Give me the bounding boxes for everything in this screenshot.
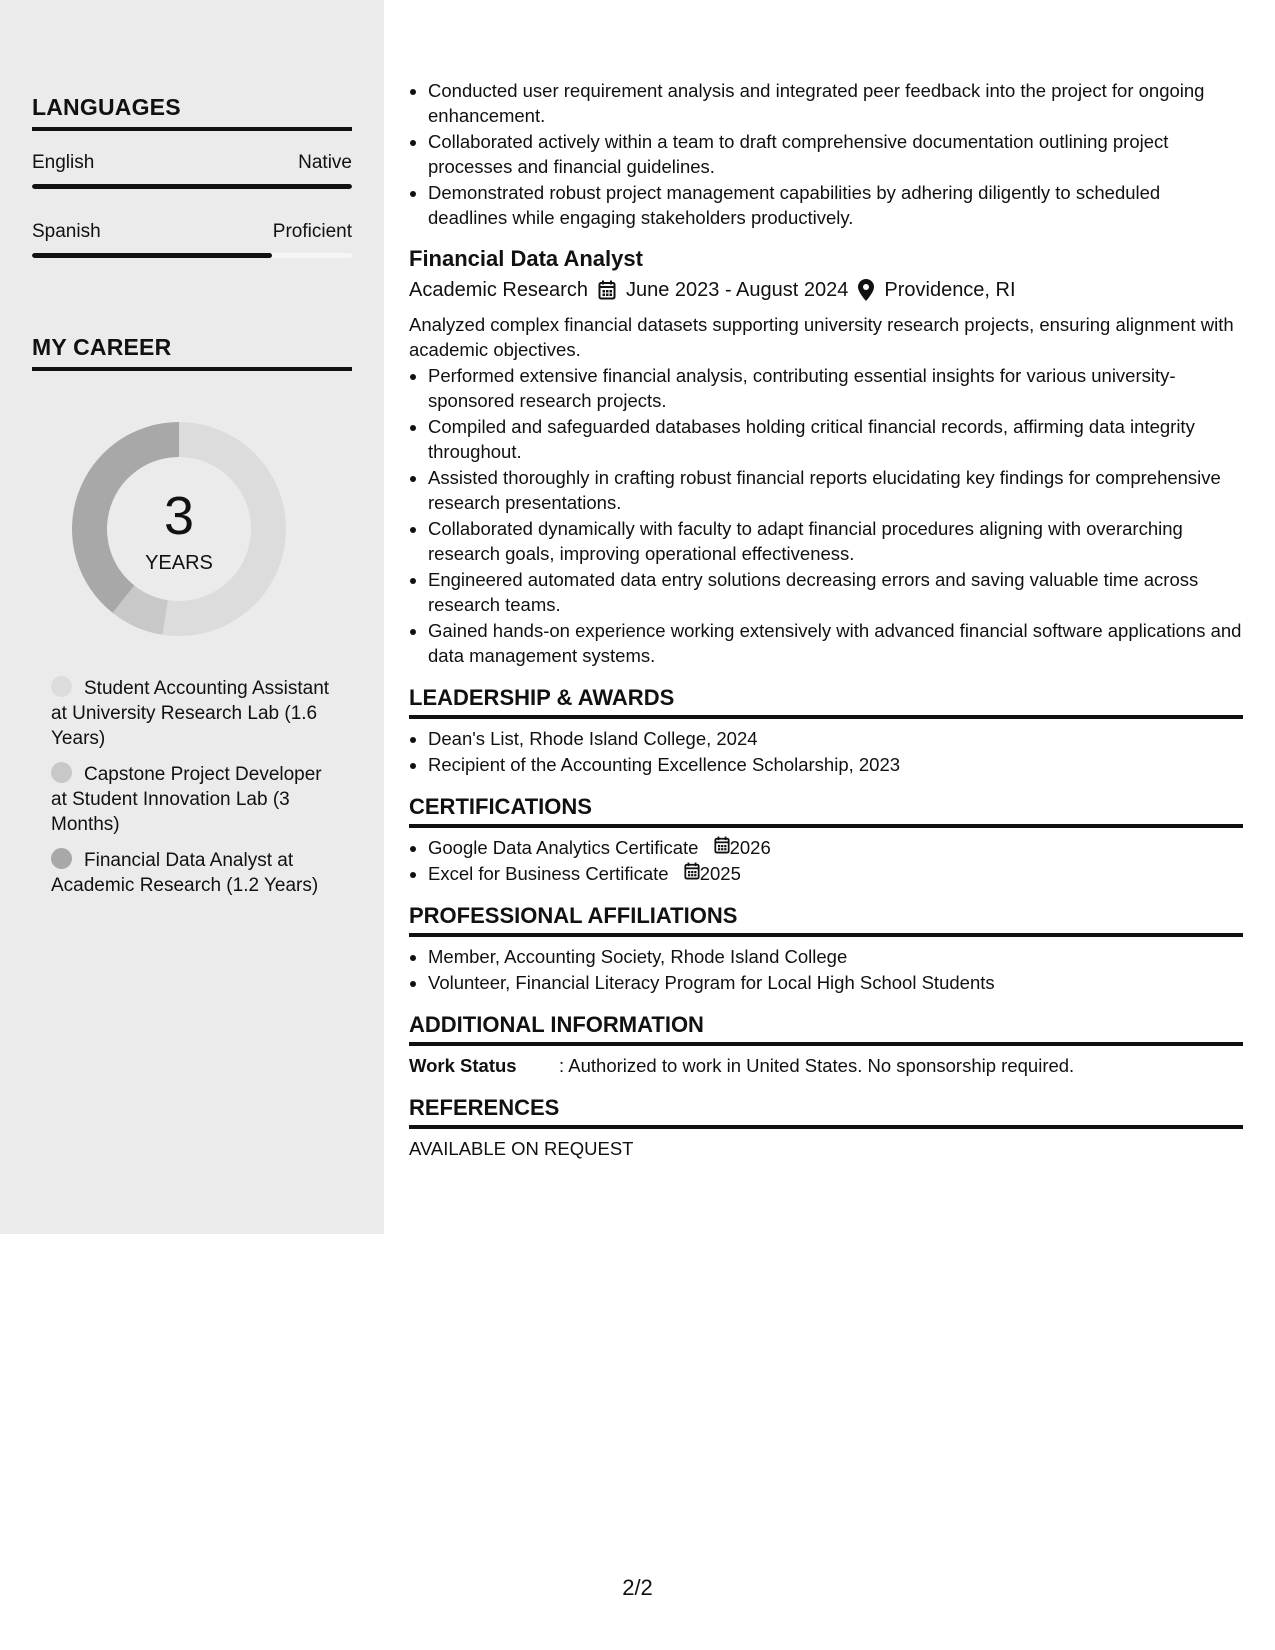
job-location: Providence, RI	[884, 279, 1016, 301]
languages-title: LANGUAGES	[32, 94, 352, 131]
language-row-spanish	[32, 221, 352, 243]
language-name: Spanish	[32, 221, 101, 242]
calendar-icon	[598, 280, 616, 300]
work-status-label: Work Status	[409, 1055, 517, 1076]
career-total-value: 3	[163, 486, 195, 546]
language-bar-fill	[32, 184, 352, 189]
bullet-item: • Collaborated dynamically with faculty to adapt financial procedures aligning with overarching research goals, improving operational effectiveness.	[428, 516, 1243, 566]
map-pin-icon	[858, 279, 874, 301]
bullet-item: • Compiled and safeguarded databases holding critical financial records, affirming data integrity throughout.	[428, 414, 1243, 464]
legend-item	[51, 676, 331, 751]
legend-label: Capstone Project Developer at Student Innovation Lab (3 Months)	[51, 764, 322, 835]
certifications-list	[409, 835, 1243, 886]
job-summary: Analyzed complex financial datasets supporting university research projects, ensuring alignment with academic objectives.	[409, 314, 1234, 360]
certification-name: Google Data Analytics Certificate	[428, 837, 699, 858]
legend-dot	[51, 676, 72, 697]
career-donut-chart	[64, 414, 294, 644]
affiliations-title: PROFESSIONAL AFFILIATIONS	[409, 902, 1243, 937]
language-name: English	[32, 152, 95, 173]
leadership-list	[409, 726, 1243, 777]
additional-info-title: ADDITIONAL INFORMATION	[409, 1011, 1243, 1046]
career-title: MY CAREER	[32, 334, 352, 371]
affiliation-item: • Volunteer, Financial Literacy Program for Local High School Students	[428, 970, 1243, 995]
bullet-item: • Conducted user requirement analysis and integrated peer feedback into the project for ongoing enhancement.	[428, 78, 1243, 128]
page-number: 2/2	[622, 1575, 653, 1600]
legend-item	[51, 762, 331, 837]
certification-item	[428, 861, 1243, 886]
job-title: Financial Data Analyst	[409, 246, 643, 271]
language-bar-fill	[32, 253, 272, 258]
language-bar-english	[32, 184, 352, 189]
job-company: Academic Research	[409, 279, 588, 301]
donut-segment-3	[72, 422, 179, 613]
language-level: Proficient	[272, 221, 352, 242]
language-row-english	[32, 152, 352, 174]
job-bullets	[409, 363, 1243, 668]
career-total-unit: YEARS	[145, 552, 213, 574]
main-content	[409, 78, 1243, 1161]
bullet-item: • Gained hands-on experience working extensively with advanced financial software applications and data management systems.	[428, 618, 1243, 668]
award-item: • Dean's List, Rhode Island College, 2024	[428, 726, 1243, 751]
award-item: • Recipient of the Accounting Excellence Scholarship, 2023	[428, 752, 1243, 777]
career-legend	[51, 676, 331, 909]
certification-year: 2025	[699, 863, 741, 884]
calendar-icon	[684, 862, 700, 880]
leadership-title: LEADERSHIP & AWARDS	[409, 684, 1243, 719]
work-status-row	[409, 1053, 1243, 1078]
job-meta	[409, 275, 1243, 305]
legend-label: Student Accounting Assistant at University Research Lab (1.6 Years)	[51, 678, 330, 749]
certification-year: 2026	[729, 837, 771, 858]
legend-label: Financial Data Analyst at Academic Research (1.2 Years)	[51, 850, 319, 896]
legend-dot	[51, 762, 72, 783]
sidebar	[0, 0, 384, 1234]
bullet-item: • Performed extensive financial analysis, contributing essential insights for various university-sponsored research projects.	[428, 363, 1243, 413]
certification-name: Excel for Business Certificate	[428, 863, 669, 884]
language-level: Native	[298, 152, 352, 173]
previous-job-bullets	[409, 78, 1243, 230]
bullet-item: • Collaborated actively within a team to draft comprehensive documentation outlining project processes and financial guidelines.	[428, 129, 1243, 179]
references-text: AVAILABLE ON REQUEST	[409, 1138, 634, 1159]
calendar-icon	[714, 836, 730, 854]
bullet-item: • Engineered automated data entry solutions decreasing errors and saving valuable time across research teams.	[428, 567, 1243, 617]
work-status-value: : Authorized to work in United States. No sponsorship required.	[559, 1055, 1075, 1076]
certifications-title: CERTIFICATIONS	[409, 793, 1243, 828]
language-bar-spanish	[32, 253, 352, 258]
bullet-item: • Demonstrated robust project management capabilities by adhering diligently to scheduled deadlines while engaging stakeholders productively.	[428, 180, 1243, 230]
legend-dot	[51, 848, 72, 869]
legend-item	[51, 848, 331, 898]
affiliation-item: • Member, Accounting Society, Rhode Island College	[428, 944, 1243, 969]
job-dates: June 2023 - August 2024	[625, 279, 849, 301]
certification-item	[428, 835, 1243, 860]
references-title: REFERENCES	[409, 1094, 1243, 1129]
affiliations-list	[409, 944, 1243, 995]
bullet-item: • Assisted thoroughly in crafting robust financial reports elucidating key findings for comprehensive research presentations.	[428, 465, 1243, 515]
